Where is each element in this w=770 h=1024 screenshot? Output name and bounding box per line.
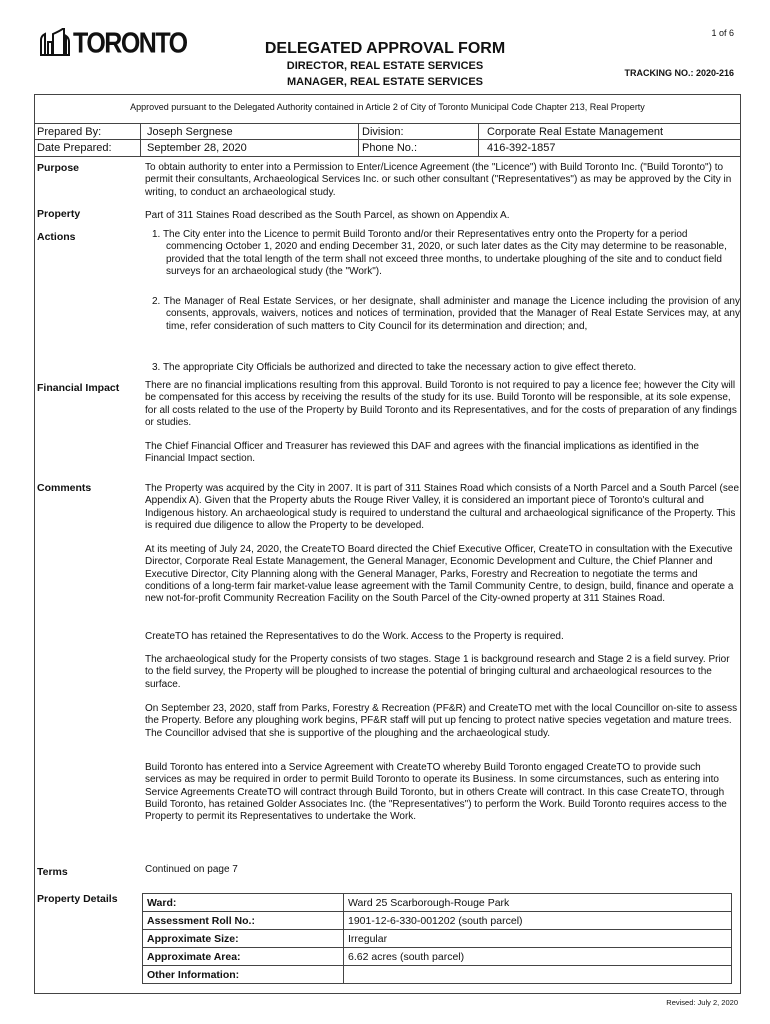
detail-value: Irregular [344, 930, 732, 948]
action-item-1: 1. The City enter into the Licence to permit Build Toronto and/or their Representatives entry onto the Property for a period commencing October 1, 2020 and ending December 31, 2020, or such later dates as the City may determine to be reasonable, provided that the total length of the term shall not exceed three months, to undertake ploughing of the site and to conduct field surveys for an archaeological study (the "Work"). [152, 229, 727, 277]
detail-key: Approximate Size: [143, 930, 344, 948]
purpose-label: Purpose [37, 162, 80, 174]
toronto-logo [40, 27, 187, 60]
detail-value: 6.62 acres (south parcel) [344, 948, 732, 966]
logo-wordmark: TORONTO [73, 27, 187, 60]
page-number: 1 of 6 [711, 28, 734, 38]
terms-text: Continued on page 7 [145, 864, 238, 875]
table-row [143, 912, 732, 930]
comments-text-3: CreateTO has retained the Representatives to do the Work. Access to the Property is required. [145, 631, 564, 642]
divider [478, 123, 479, 156]
phone-value: 416-392-1857 [487, 142, 556, 154]
date-prepared-value: September 28, 2020 [147, 142, 247, 154]
revised-date: Revised: July 2, 2020 [666, 998, 738, 1007]
action-item-3: 3. The appropriate City Officials be authorized and directed to take the necessary action to give effect thereto. [152, 362, 637, 373]
divider [140, 123, 141, 156]
city-hall-icon [40, 28, 70, 56]
property-label: Property [37, 208, 81, 220]
table-row [143, 966, 732, 984]
divider [34, 156, 741, 157]
comments-text-4: The archaeological study for the Property consists of two stages. Stage 1 is background research and Stage 2 is a field survey. Prior to the field survey, the Property will be ploughed to increase the potential of bringing cultural and archaeological resources to the surface. [145, 654, 730, 690]
purpose-text: To obtain authority to enter into a Permission to Enter/Licence Agreement (the "Licence") with Build Toronto Inc. ("Build Toronto") to permit their consultants, Archaeological Services Inc. or such other consultant ("Representatives") as may be approved by the City in writing, to conduct an archaeological study. [145, 162, 732, 198]
form-subtitle-2: MANAGER, REAL ESTATE SERVICES [287, 76, 483, 88]
table-row [143, 930, 732, 948]
comments-text-6: Build Toronto has entered into a Service Agreement with CreateTO whereby Build Toronto engaged CreateTO to provide such services as may be required in order to permit Build Toronto to operate its Business. In some circumstances, such as entering into Service Agreements CreateTO will contract through Build Toronto, but in others Create will contract. In this case CreateTO, through Build Toronto, has retained Golder Associates Inc. (the "Representatives") to perform the Work. Build Toronto requires access to the Property to permit its Representatives to undertake the Work. [145, 762, 727, 823]
comments-text-5: On September 23, 2020, staff from Parks, Forestry & Recreation (PF&R) and CreateTO met with the local Councillor on-site to assess the Property. Before any ploughing work begins, PF&R staff will put up fencing to protect native species vegetation and mature trees. The Councillor advised that she is supportive of the ploughing and the archaeological study. [145, 703, 738, 739]
actions-label: Actions [37, 231, 76, 243]
division-value: Corporate Real Estate Management [487, 126, 664, 138]
detail-key: Approximate Area: [143, 948, 344, 966]
property-text: Part of 311 Staines Road described as the South Parcel, as shown on Appendix A. [145, 210, 510, 221]
detail-value: Ward 25 Scarborough-Rouge Park [344, 894, 732, 912]
divider [358, 123, 359, 156]
phone-label: Phone No.: [362, 142, 418, 154]
terms-label: Terms [37, 866, 68, 878]
form-subtitle-1: DIRECTOR, REAL ESTATE SERVICES [286, 60, 484, 72]
approved-statement: Approved pursuant to the Delegated Authority contained in Article 2 of City of Toronto Municipal Code Chapter 213, Real Property [130, 102, 645, 112]
division-label: Division: [362, 126, 404, 138]
prepared-by-label: Prepared By: [37, 126, 102, 138]
property-details-table [142, 893, 732, 984]
form-title: DELEGATED APPROVAL FORM [264, 40, 506, 57]
detail-value: 1901-12-6-330-001202 (south parcel) [344, 912, 732, 930]
financial-text-2: The Chief Financial Officer and Treasurer has reviewed this DAF and agrees with the financial implications as identified in the Financial Impact section. [145, 441, 699, 465]
date-prepared-label: Date Prepared: [37, 142, 112, 154]
comments-text-2: At its meeting of July 24, 2020, the CreateTO Board directed the Chief Executive Officer, CreateTO in consultation with the Executive Director, Corporate Real Estate Management, the General Manager, Economic Development and Culture, the Chief Planner and Executive Director, City Planning along with the General Manager, Parks, Forestry and Recreation to negotiate the terms and conditions of a long-term fair market-value lease agreement with the Tamil Community Centre, to design, build, finance and operate a new not-for-profit Community Recreation Facility on the South Parcel of the City-owned property at 311 Staines Road. [145, 544, 734, 605]
detail-value [344, 966, 732, 984]
table-row [143, 948, 732, 966]
table-row [143, 894, 732, 912]
comments-label: Comments [37, 482, 92, 494]
property-details-label: Property Details [37, 893, 118, 905]
prepared-by-value: Joseph Sergnese [147, 126, 233, 138]
comments-text-1: The Property was acquired by the City in 2007. It is part of 311 Staines Road which consists of a North Parcel and a South Parcel (see Appendix A). Given that the Property abuts the Rouge River Valley, it is considered an important piece of Toronto's cultural and Indigenous history. An archaeological study is required to understand the cultural and archaeological significance of the Property. This is required due diligence to allow the Property to be developed. [145, 483, 740, 531]
detail-key: Ward: [143, 894, 344, 912]
financial-text-1: There are no financial implications resulting from this approval. Build Toronto is not required to pay a licence fee; however the City will be compensated for this access by receiving the results of the study for its use. Build Toronto will be responsible, at its sole expense, for all costs related to the use of the Property by Build Toronto and its Representatives, and for the costs of preparation of any findings or studies. [145, 380, 737, 428]
action-item-2: 2. The Manager of Real Estate Services, or her designate, shall administer and manage the Licence including the provision of any consents, approvals, waivers, notices and notices of termination, provided that the Manager of Real Estate Services may, at any time, refer consideration of such matters to City Council for its determination and direction; and, [152, 296, 740, 332]
detail-key: Other Information: [143, 966, 344, 984]
tracking-number: TRACKING NO.: 2020-216 [624, 68, 734, 78]
financial-impact-label: Financial Impact [37, 382, 120, 394]
detail-key: Assessment Roll No.: [143, 912, 344, 930]
